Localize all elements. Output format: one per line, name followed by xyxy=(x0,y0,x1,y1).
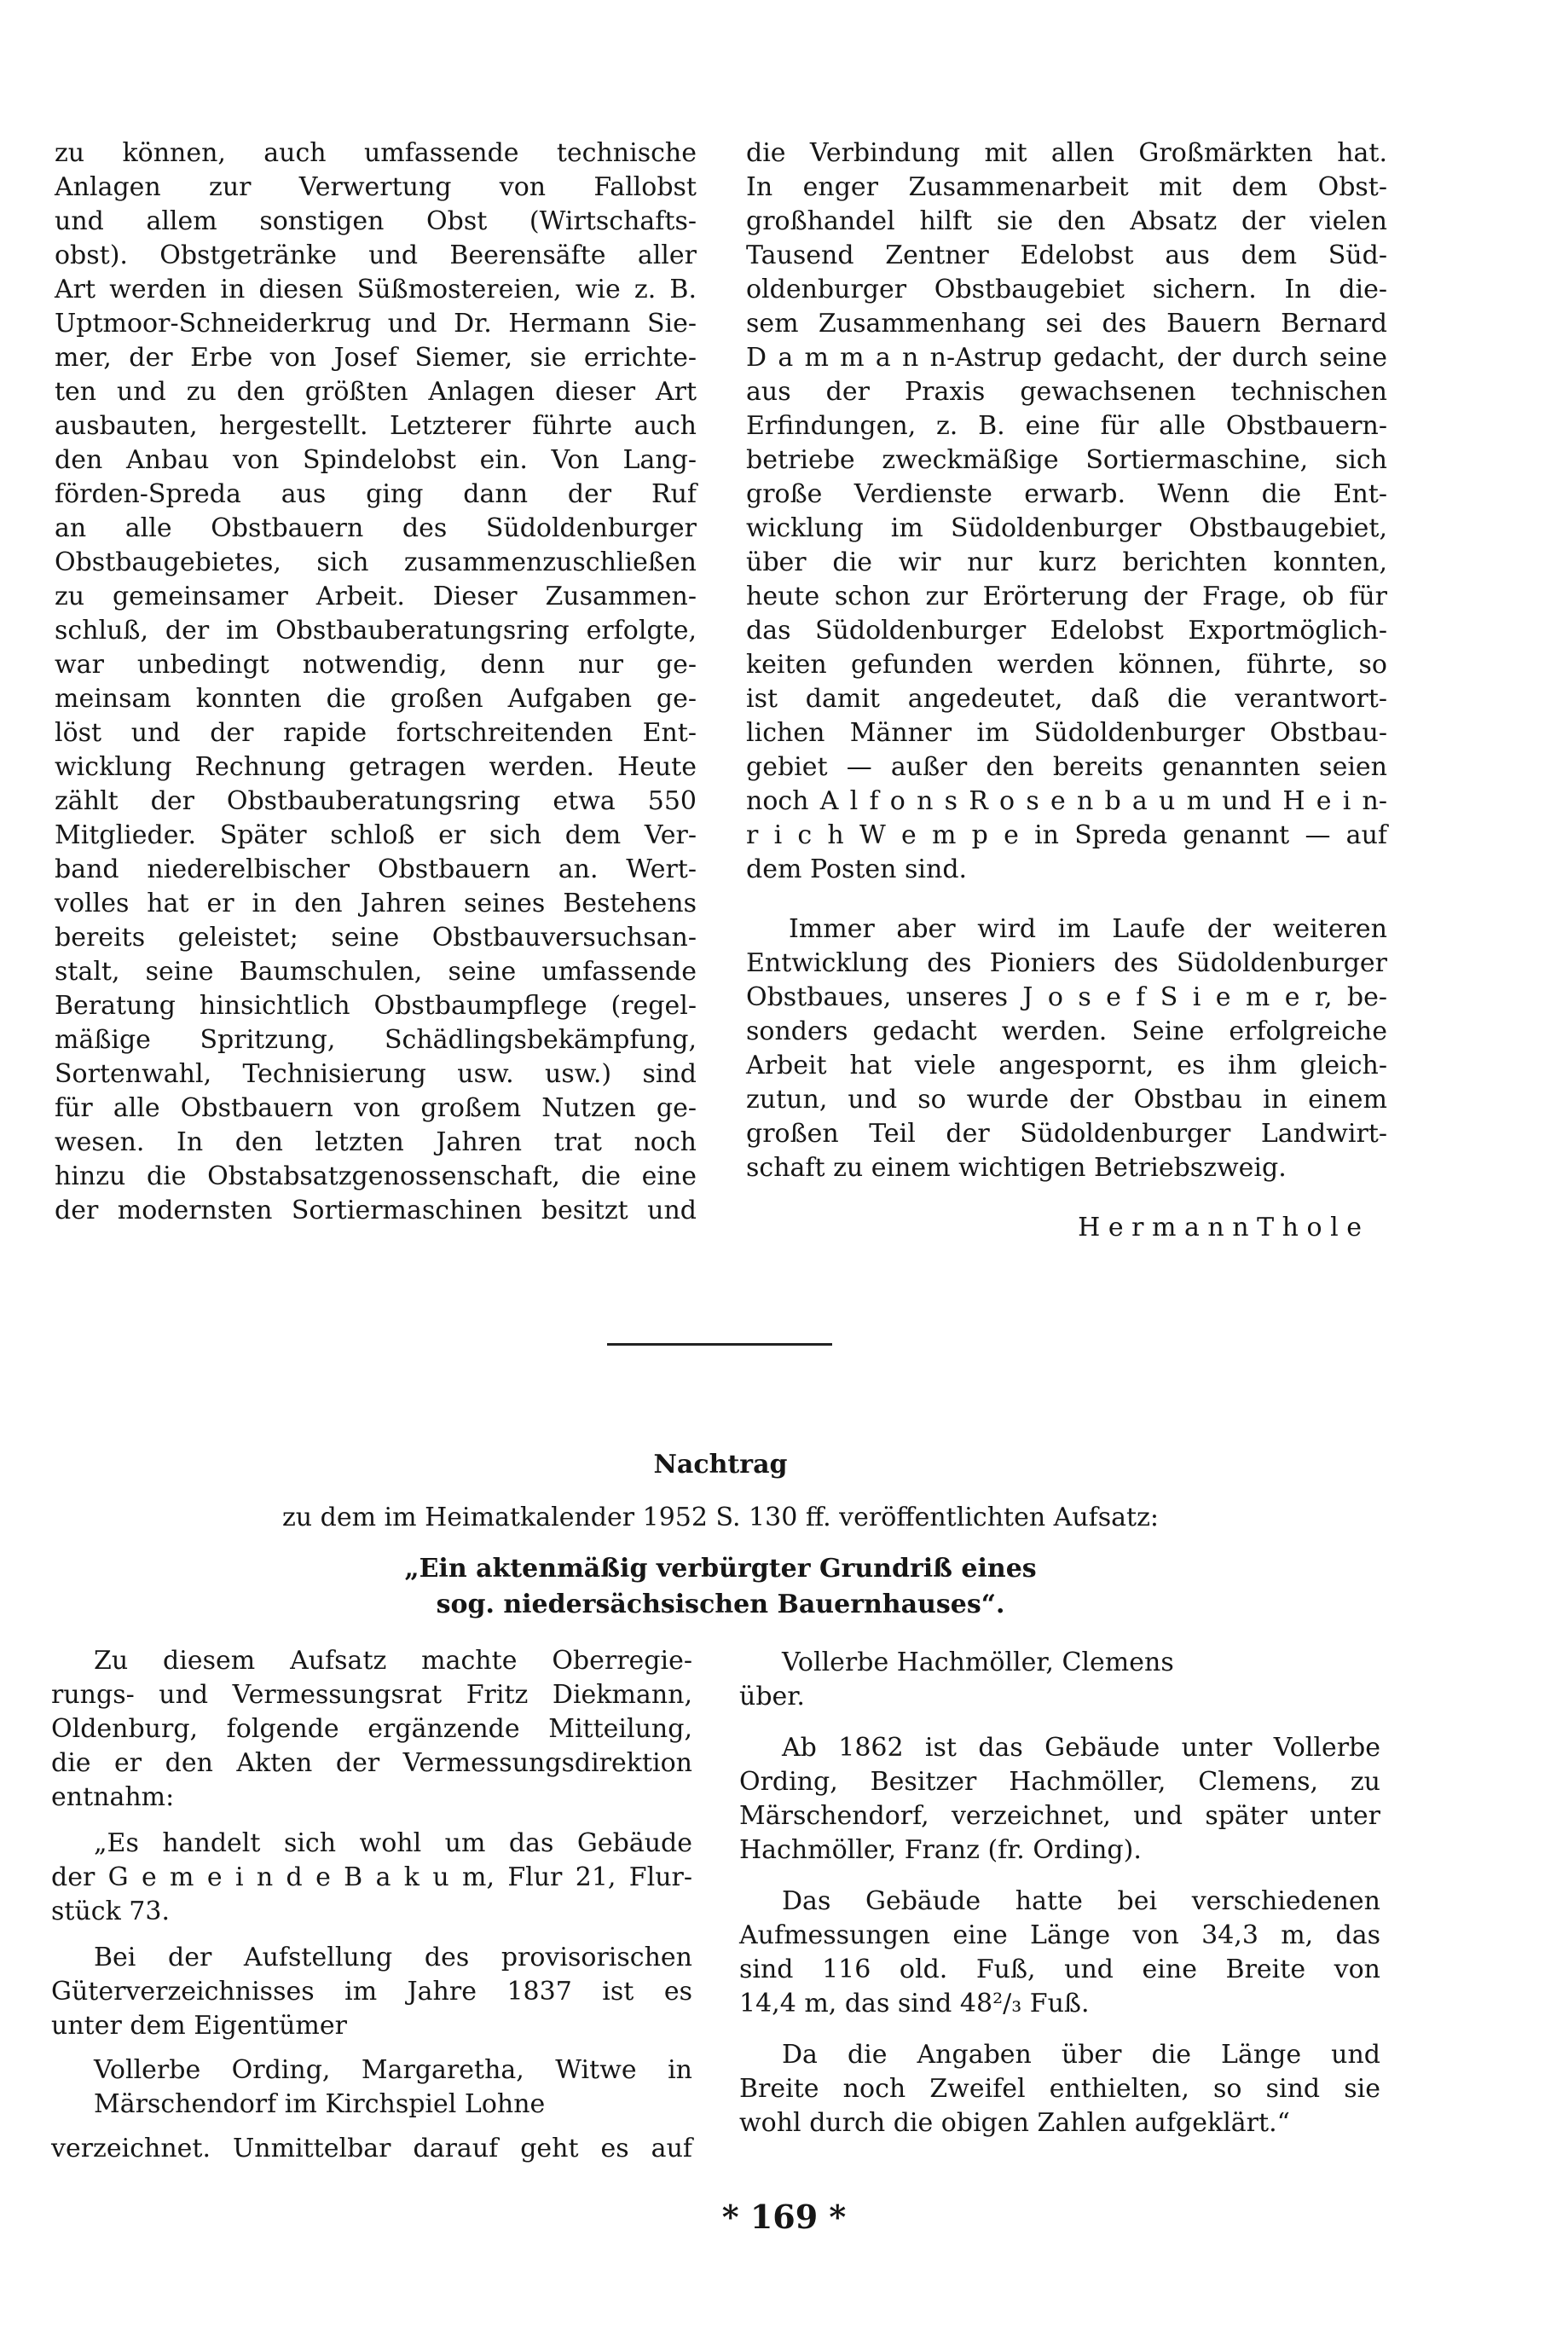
text-line: Art werden in diesen Süßmostereien, wie z. B. xyxy=(55,275,697,304)
text-line: Güterverzeichnisses im Jahre 1837 ist es xyxy=(51,1977,692,2007)
text-line: Breite noch Zweifel enthielten, so sind sie xyxy=(739,2074,1380,2104)
text-line: „Es handelt sich wohl um das Gebäude xyxy=(94,1828,692,1858)
text-line: Vollerbe Hachmöller, Clemens xyxy=(782,1648,1174,1677)
text-line: D a m m a n n-Astrup gedacht, der durch seine xyxy=(746,343,1387,373)
text-line: gebiet — außer den bereits genannten seien xyxy=(746,752,1387,782)
text-line: heute schon zur Erörterung der Frage, ob für xyxy=(746,582,1387,611)
text-line: Arbeit hat viele angespornt, es ihm gleich- xyxy=(746,1051,1387,1080)
text-line: Obstbaues, unseres J o s e f S i e m e r, be- xyxy=(746,982,1387,1012)
text-line: an alle Obstbauern des Südoldenburger xyxy=(55,513,697,543)
text-line: Zu diesem Aufsatz machte Oberregie- xyxy=(94,1646,692,1676)
text-line: Sortenwahl, Technisierung usw. usw.) sind xyxy=(55,1059,697,1089)
article-title-line-1: „Ein aktenmäßig verbürgter Grundriß eines xyxy=(404,1554,1037,1584)
nachtrag-right-column xyxy=(739,1646,1380,2157)
text-line: großhandel hilft sie den Absatz der vielen xyxy=(746,206,1387,236)
text-line: Märschendorf, verzeichnet, und später unter xyxy=(739,1801,1380,1831)
text-line: wicklung im Südoldenburger Obstbaugebiet, xyxy=(746,513,1387,543)
text-line: Entwicklung des Pioniers des Südoldenburger xyxy=(746,948,1387,978)
text-line: Mitglieder. Später schloß er sich dem Ver- xyxy=(55,820,697,850)
text-line: wesen. In den letzten Jahren trat noch xyxy=(55,1127,697,1157)
text-line: schluß, der im Obstbauberatungsring erfolgte, xyxy=(55,616,697,646)
text-line: Aufmessungen eine Länge von 34,3 m, das xyxy=(739,1920,1380,1950)
text-line: betriebe zweckmäßige Sortiermaschine, sich xyxy=(746,445,1387,475)
text-line: über. xyxy=(739,1682,805,1711)
text-line: Ab 1862 ist das Gebäude unter Vollerbe xyxy=(782,1733,1380,1763)
text-line: für alle Obstbauern von großem Nutzen ge- xyxy=(55,1093,697,1123)
text-line: Oldenburg, folgende ergänzende Mitteilung, xyxy=(51,1714,692,1744)
text-line: Obstbaugebietes, sich zusammenzuschließen xyxy=(55,547,697,577)
article-right-column xyxy=(746,136,1387,1245)
text-line: volles hat er in den Jahren seines Bestehens xyxy=(55,889,697,918)
text-line: zu können, auch umfassende technische xyxy=(55,138,697,168)
text-line: ist damit angedeutet, daß die verantwort- xyxy=(746,684,1387,714)
text-line: unter dem Eigentümer xyxy=(51,2011,347,2041)
text-line: Anlagen zur Verwertung von Fallobst xyxy=(55,172,697,202)
text-line: förden-Spreda aus ging dann der Ruf xyxy=(55,479,697,509)
text-line: das Südoldenburger Edelobst Exportmöglich- xyxy=(746,616,1387,646)
text-line: Immer aber wird im Laufe der weiteren xyxy=(789,914,1387,944)
text-line: mäßige Spritzung, Schädlingsbekämpfung, xyxy=(55,1025,697,1055)
text-line: ausbauten, hergestellt. Letzterer führte auch xyxy=(55,411,697,441)
text-line: und allem sonstigen Obst (Wirtschafts- xyxy=(55,206,697,236)
text-line: r i c h W e m p e in Spreda genannt — auf xyxy=(746,820,1387,850)
text-line: Da die Angaben über die Länge und xyxy=(782,2040,1380,2070)
text-line: obst). Obstgetränke und Beerensäfte aller xyxy=(55,240,697,270)
section-divider xyxy=(607,1343,832,1346)
text-line: sonders gedacht werden. Seine erfolgreiche xyxy=(746,1016,1387,1046)
text-line: Beratung hinsichtlich Obstbaumpflege (regel- xyxy=(55,991,697,1021)
text-line: band niederelbischer Obstbauern an. Wert- xyxy=(55,854,697,884)
text-line: die Verbindung mit allen Großmärkten hat. xyxy=(746,138,1387,168)
text-line: war unbedingt notwendig, denn nur ge- xyxy=(55,650,697,680)
text-line: löst und der rapide fortschreitenden Ent- xyxy=(55,718,697,748)
author-signature: H e r m a n n T h o l e xyxy=(1078,1213,1362,1242)
text-line: verzeichnet. Unmittelbar darauf geht es auf xyxy=(51,2134,692,2163)
text-line: wicklung Rechnung getragen werden. Heute xyxy=(55,752,697,782)
text-line: über die wir nur kurz berichten konnten, xyxy=(746,547,1387,577)
text-line: aus der Praxis gewachsenen technischen xyxy=(746,377,1387,407)
text-line: hinzu die Obstabsatzgenossenschaft, die eine xyxy=(55,1161,697,1191)
text-line: entnahm: xyxy=(51,1782,175,1812)
text-line: stück 73. xyxy=(51,1897,170,1926)
text-line: wohl durch die obigen Zahlen aufgeklärt.“ xyxy=(739,2108,1290,2138)
text-line: mer, der Erbe von Josef Siemer, sie errichte- xyxy=(55,343,697,373)
text-line: der G e m e i n d e B a k u m, Flur 21, Flur- xyxy=(51,1862,692,1892)
text-line: 14,4 m, das sind 48²/₃ Fuß. xyxy=(739,1989,1090,2018)
text-line: schaft zu einem wichtigen Betriebszweig. xyxy=(746,1153,1287,1183)
text-line: lichen Männer im Südoldenburger Obstbau- xyxy=(746,718,1387,748)
nachtrag-subtitle: zu dem im Heimatkalender 1952 S. 130 ff. veröffentlichten Aufsatz: xyxy=(281,1503,1160,1532)
text-line: zählt der Obstbauberatungsring etwa 550 xyxy=(55,786,697,816)
text-line: Vollerbe Ording, Margaretha, Witwe in xyxy=(94,2055,692,2085)
text-line: Ording, Besitzer Hachmöller, Clemens, zu xyxy=(739,1767,1380,1797)
text-line: In enger Zusammenarbeit mit dem Obst- xyxy=(746,172,1387,202)
article-left-column xyxy=(55,136,697,1245)
text-line: ten und zu den größten Anlagen dieser Art xyxy=(55,377,697,407)
nachtrag-heading xyxy=(0,1448,1568,1636)
text-line: Märschendorf im Kirchspiel Lohne xyxy=(94,2089,546,2119)
text-line: meinsam konnten die großen Aufgaben ge- xyxy=(55,684,697,714)
text-line: stalt, seine Baumschulen, seine umfassende xyxy=(55,957,697,987)
text-line: Tausend Zentner Edelobst aus dem Süd- xyxy=(746,240,1387,270)
article-title-line-2: sog. niedersächsischen Bauernhauses“. xyxy=(436,1590,1005,1619)
text-line: Uptmoor-Schneiderkrug und Dr. Hermann Sie- xyxy=(55,309,697,339)
nachtrag-title: Nachtrag xyxy=(653,1450,788,1480)
text-line: sem Zusammenhang sei des Bauern Bernard xyxy=(746,309,1387,339)
text-line: zutun, und so wurde der Obstbau in einem xyxy=(746,1085,1387,1115)
text-line: rungs- und Vermessungsrat Fritz Diekmann, xyxy=(51,1680,692,1710)
text-line: noch A l f o n s R o s e n b a u m und H e i n- xyxy=(746,786,1387,816)
text-line: der modernsten Sortiermaschinen besitzt und xyxy=(55,1196,697,1225)
text-line: sind 116 old. Fuß, und eine Breite von xyxy=(739,1955,1380,1984)
nachtrag-left-column xyxy=(51,1644,692,2163)
text-line: große Verdienste erwarb. Wenn die Ent- xyxy=(746,479,1387,509)
text-line: dem Posten sind. xyxy=(746,854,968,884)
text-line: Das Gebäude hatte bei verschiedenen xyxy=(782,1886,1380,1916)
text-line: Hachmöller, Franz (fr. Ording). xyxy=(739,1835,1142,1865)
page-number: * 169 * xyxy=(721,2198,847,2236)
text-line: keiten gefunden werden können, führte, so xyxy=(746,650,1387,680)
text-line: oldenburger Obstbaugebiet sichern. In die- xyxy=(746,275,1387,304)
text-line: zu gemeinsamer Arbeit. Dieser Zusammen- xyxy=(55,582,697,611)
text-line: Bei der Aufstellung des provisorischen xyxy=(94,1943,692,1972)
text-line: bereits geleistet; seine Obstbauversuchsan- xyxy=(55,923,697,953)
text-line: großen Teil der Südoldenburger Landwirt- xyxy=(746,1119,1387,1149)
text-line: Erfindungen, z. B. eine für alle Obstbauern- xyxy=(746,411,1387,441)
text-line: den Anbau von Spindelobst ein. Von Lang- xyxy=(55,445,697,475)
text-line: die er den Akten der Vermessungsdirektion xyxy=(51,1748,692,1778)
